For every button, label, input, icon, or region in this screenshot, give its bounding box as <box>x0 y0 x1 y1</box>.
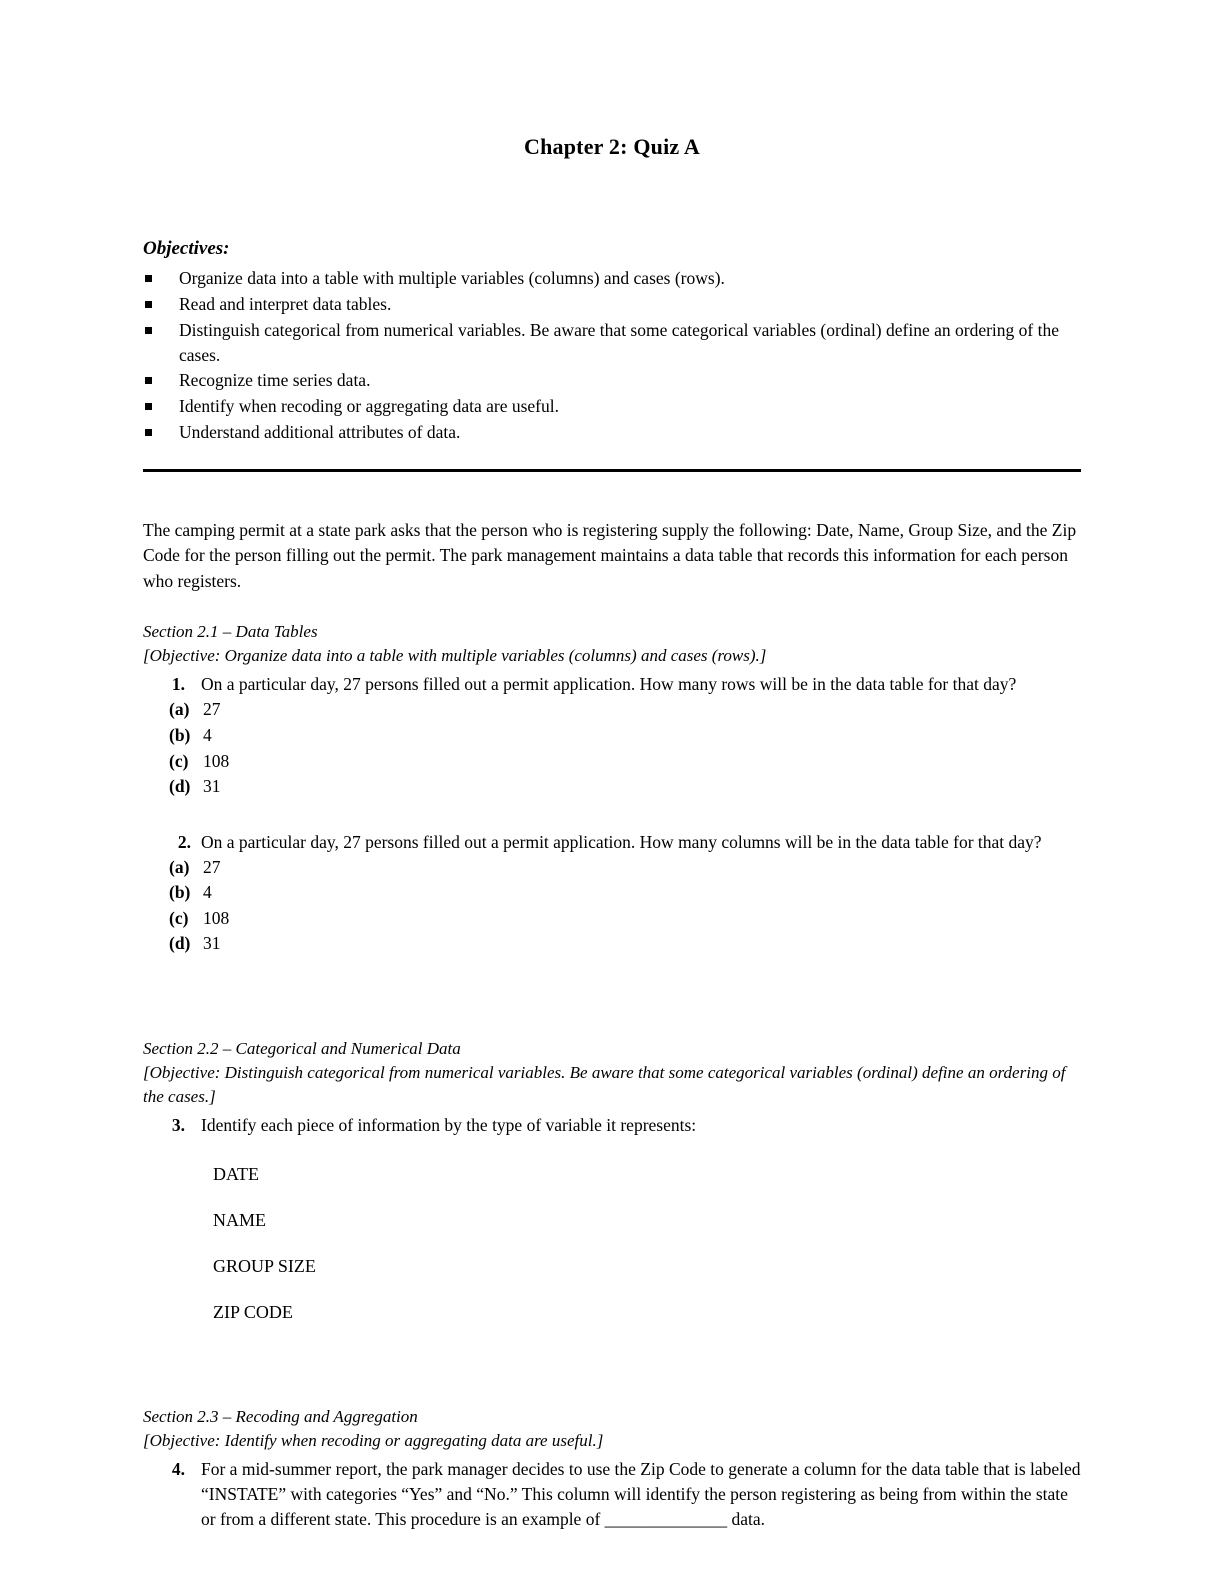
choice-label: (d) <box>169 933 191 954</box>
question-number: 4. <box>171 1458 185 1479</box>
question-text: Identify each piece of information by the type of variable it represents: <box>201 1115 697 1136</box>
choice-text: 108 <box>203 750 230 771</box>
choice-option[interactable] <box>169 723 1081 749</box>
question-2 <box>143 830 1081 855</box>
question-3 <box>143 1113 1081 1138</box>
choice-option[interactable] <box>169 697 1081 723</box>
choice-label: (a) <box>169 856 190 877</box>
variable-list <box>143 1153 1081 1337</box>
choice-label: (a) <box>169 699 190 720</box>
objective-item: Recognize time series data. <box>143 368 1081 393</box>
choice-option[interactable] <box>169 880 1081 906</box>
objectives-list <box>143 266 1081 445</box>
horizontal-divider <box>143 469 1081 472</box>
choice-text: 31 <box>203 776 221 797</box>
section-heading-2-2: Section 2.2 – Categorical and Numerical Data <box>143 1039 461 1059</box>
objective-item: Organize data into a table with multiple variables (columns) and cases (rows). <box>143 266 1081 291</box>
page-title: Chapter 2: Quiz A <box>524 134 700 159</box>
choice-label: (c) <box>169 907 189 928</box>
question-text: On a particular day, 27 persons filled out a permit application. How many columns will be in the data table for that day? <box>201 831 1042 852</box>
question-number: 3. <box>171 1115 185 1136</box>
question-text: On a particular day, 27 persons filled out a permit application. How many rows will be in the data table for that day? <box>201 674 1017 695</box>
objective-item: Distinguish categorical from numerical variables. Be aware that some categorical variables (ordinal) define an ordering of the cases. <box>143 318 1081 368</box>
choice-option[interactable] <box>169 931 1081 957</box>
choice-text: 108 <box>203 907 230 928</box>
choice-option[interactable] <box>169 749 1081 775</box>
choice-text: 27 <box>203 699 221 720</box>
question-4 <box>143 1457 1081 1533</box>
question-number: 2. <box>177 831 191 852</box>
variable-item: GROUP SIZE <box>213 1255 316 1276</box>
question-1 <box>143 672 1081 697</box>
choice-text: 31 <box>203 933 221 954</box>
choice-text: 4 <box>203 882 212 903</box>
objective-item: Understand additional attributes of data. <box>143 420 1081 445</box>
choice-label: (b) <box>169 882 191 903</box>
objectives-heading: Objectives: <box>143 238 230 259</box>
choice-option[interactable] <box>169 855 1081 881</box>
objective-item: Identify when recoding or aggregating data are useful. <box>143 394 1081 419</box>
document-content <box>143 0 1081 1532</box>
section-objective-2-3: [Objective: Identify when recoding or aggregating data are useful.] <box>143 1430 604 1450</box>
section-heading-2-1: Section 2.1 – Data Tables <box>143 622 318 642</box>
variable-item: DATE <box>213 1163 259 1184</box>
choice-option[interactable] <box>169 774 1081 800</box>
choices-question-1 <box>143 697 1081 799</box>
choices-question-2 <box>143 855 1081 957</box>
choice-label: (b) <box>169 725 191 746</box>
choice-label: (c) <box>169 750 189 771</box>
section-objective-2-2: [Objective: Distinguish categorical from numerical variables. Be aware that some categorical variables (ordinal) define an ordering of the cases.] <box>143 1063 1066 1107</box>
choice-option[interactable] <box>169 906 1081 932</box>
section-heading-2-3: Section 2.3 – Recoding and Aggregation <box>143 1406 418 1426</box>
choice-text: 4 <box>203 725 212 746</box>
variable-item: ZIP CODE <box>213 1301 293 1322</box>
choice-text: 27 <box>203 856 221 877</box>
choice-label: (d) <box>169 776 191 797</box>
variable-item: NAME <box>213 1209 266 1230</box>
intro-paragraph: The camping permit at a state park asks that the person who is registering supply the following: Date, Name, Group Size, and the Zip Code for the person filling out the permit. The park management maintains a data table that records this information for each person who registers. <box>143 519 1077 591</box>
objective-item: Read and interpret data tables. <box>143 292 1081 317</box>
section-objective-2-1: [Objective: Organize data into a table with multiple variables (columns) and cases (rows).] <box>143 646 767 666</box>
question-text: For a mid-summer report, the park manager decides to use the Zip Code to generate a column for the data table that is labeled “INSTATE” with categories “Yes” and “No.” This column will identify the person registering as being from within the state or from a different state. This procedure is an example of ______________ data. <box>201 1458 1081 1530</box>
question-number: 1. <box>171 674 185 695</box>
